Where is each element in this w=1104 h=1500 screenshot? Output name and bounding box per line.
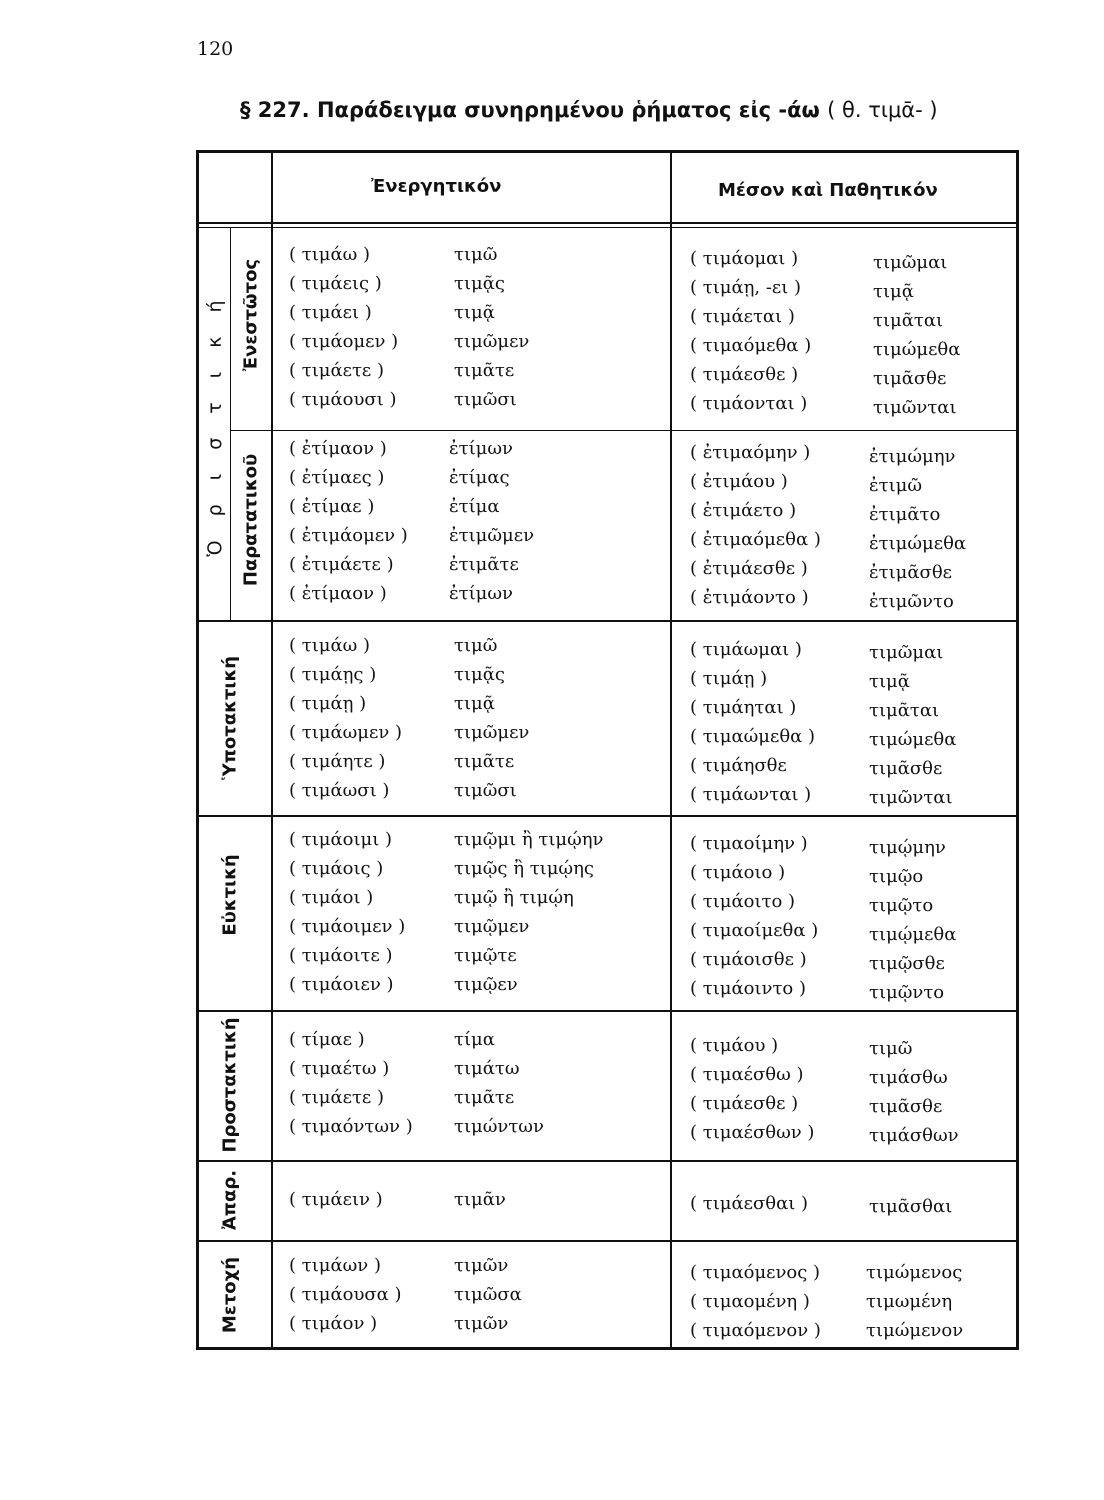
- header-divider-double: [198, 227, 1016, 228]
- header-divider: [198, 222, 1016, 224]
- form: ( τιμάεσθε ): [690, 364, 799, 385]
- form: ( τιμάεις ): [289, 273, 382, 294]
- form: τιμᾶσθε: [873, 368, 947, 389]
- form: ( ἐτιμάου ): [690, 471, 788, 492]
- form: ( ἐτιμάεσθε ): [690, 558, 808, 579]
- impf-ind-active-uncontracted: [289, 434, 408, 608]
- form: τιμῷμι ἢ τιμῴην: [454, 829, 604, 850]
- form: ( τιμάονται ): [690, 393, 808, 414]
- form: ( τιμάοιμι ): [289, 829, 393, 850]
- form: ( τιμάου ): [690, 1035, 779, 1056]
- form: τιμῶσι: [454, 389, 517, 410]
- form: ( τιμάω ): [289, 635, 371, 656]
- form: τιμᾷ: [869, 671, 910, 692]
- form: τιμῷσθε: [869, 953, 945, 974]
- pres-ind-active-contracted: [454, 240, 529, 414]
- form: ( τιμάουσα ): [289, 1284, 402, 1305]
- form: ( τιμάῃ ): [690, 668, 768, 689]
- form: τιμῶσα: [454, 1284, 522, 1305]
- form: τιμάτω: [454, 1058, 520, 1079]
- form: τιμῶν: [454, 1255, 509, 1276]
- opt-active-uncontracted: [289, 825, 405, 999]
- form: ( τιμάει ): [289, 302, 372, 323]
- imper-middle-contracted: [869, 1034, 959, 1150]
- tense-column-divider: [230, 228, 231, 620]
- imper-active-contracted: [454, 1025, 544, 1141]
- form: ἐτιμῶ: [869, 475, 923, 496]
- form: ( τιμάων ): [289, 1255, 381, 1276]
- form: τιμῶνται: [873, 397, 957, 418]
- form: ( τιμάοι ): [289, 887, 374, 908]
- impf-ind-active-contracted: [449, 434, 534, 608]
- form: τιμᾷ: [454, 302, 495, 323]
- form: ( τιμάοιο ): [690, 862, 786, 883]
- form: ἐτίμων: [449, 583, 513, 604]
- form: τιμῶ: [454, 635, 498, 656]
- form: ( τιμάῃς ): [289, 664, 377, 685]
- form: ( τιμάοιντο ): [690, 978, 806, 999]
- form: ( ἐτιμάετο ): [690, 500, 797, 521]
- inf-middle-contracted: [869, 1192, 952, 1221]
- form: ( τιμάεται ): [690, 306, 795, 327]
- form: τιμῶ: [454, 244, 498, 265]
- form: ( τιμάοις ): [289, 858, 384, 879]
- active-voice-header: Ἐνεργητικόν: [371, 176, 502, 197]
- subj-active-uncontracted: [289, 631, 402, 805]
- form: ( τίμαε ): [289, 1029, 365, 1050]
- form: ( τιμάοιτε ): [289, 945, 393, 966]
- form: τιμῶ: [869, 1038, 913, 1059]
- form: τιμᾶτε: [454, 1087, 515, 1108]
- form: ( τιμαοίμεθα ): [690, 920, 819, 941]
- ptc-active-contracted: [454, 1251, 522, 1338]
- mood-divider: [198, 1240, 1016, 1242]
- form: τιμῶμαι: [873, 252, 948, 273]
- form: τιμώμενον: [866, 1320, 964, 1341]
- present-tense-label: Ἐνεστῶτος: [240, 258, 262, 372]
- form: ( τιμάῃ, -ει ): [690, 277, 802, 298]
- form: τιμῷμεν: [454, 916, 530, 937]
- form: ( τιμάετε ): [289, 360, 384, 381]
- middle-passive-header: Μέσον καὶ Παθητικόν: [718, 180, 938, 201]
- form: ( τιμάουσι ): [289, 389, 397, 410]
- form: τιμωμένη: [866, 1291, 953, 1312]
- form: ( ἐτιμαόμεθα ): [690, 529, 821, 550]
- form: ( τιμάωσι ): [289, 780, 390, 801]
- form: τιμῷο: [869, 866, 924, 887]
- form: ( τιμάῃ ): [289, 693, 367, 714]
- form: τιμᾷς: [454, 273, 505, 294]
- tense-divider: [231, 430, 1016, 431]
- form: ( τιμάειν ): [289, 1189, 383, 1210]
- ptc-active-uncontracted: [289, 1251, 402, 1338]
- form: τιμᾶν: [454, 1189, 506, 1210]
- form: ( ἐτιμάοντο ): [690, 587, 809, 608]
- form: τιμᾶται: [873, 310, 944, 331]
- imperfect-tense-label: Παρατατικοῦ: [240, 453, 262, 587]
- form: τιμᾶτε: [454, 360, 515, 381]
- form: τιμώμεθα: [869, 729, 957, 750]
- form: τιμῶνται: [869, 787, 953, 808]
- infinitive-label: Ἀπαρ.: [219, 1169, 241, 1231]
- form: ( ἐτιμάομεν ): [289, 525, 408, 546]
- form: τιμῶμεν: [454, 722, 530, 743]
- section-title: Παράδειγμα συνηρημένου ῥήματος εἰς -άω: [316, 98, 820, 122]
- form: ἐτιμᾶτο: [869, 504, 941, 525]
- form: ( τιμαέσθω ): [690, 1064, 804, 1085]
- form: ( τιμαόμενος ): [690, 1262, 821, 1283]
- form: τιμώμεθα: [873, 339, 961, 360]
- form: ( τιμαόμενον ): [690, 1320, 821, 1341]
- form: ἐτίμας: [449, 467, 510, 488]
- opt-middle-uncontracted: [690, 829, 818, 1003]
- imper-active-uncontracted: [289, 1025, 413, 1141]
- pres-ind-middle-uncontracted: [690, 244, 811, 418]
- form: ἐτίμων: [449, 438, 513, 459]
- form: τιμῶμαι: [869, 642, 944, 663]
- theme-note: ( θ. τιμᾱ- ): [827, 98, 938, 122]
- form: τιμῷεν: [454, 974, 518, 995]
- form: ἐτιμᾶσθε: [869, 562, 952, 583]
- inf-middle-uncontracted: [690, 1189, 808, 1218]
- form: τιμᾶσθε: [869, 1096, 943, 1117]
- form: ( ἐτιμαόμην ): [690, 442, 811, 463]
- pres-ind-active-uncontracted: [289, 240, 398, 414]
- form: ( ἐτίμαε ): [289, 496, 375, 517]
- ptc-middle-contracted: [866, 1258, 963, 1345]
- imper-middle-uncontracted: [690, 1031, 814, 1147]
- form: τιμῷντο: [869, 982, 945, 1003]
- form: ( τιμαοίμην ): [690, 833, 808, 854]
- form: τιμᾷ: [873, 281, 914, 302]
- form: ( τιμάητε ): [289, 751, 386, 772]
- form: τιμᾶσθε: [869, 758, 943, 779]
- form: τιμάσθων: [869, 1125, 959, 1146]
- indicative-label: Ὁ ρ ι σ τ ι κ ή: [204, 291, 226, 557]
- subj-active-contracted: [454, 631, 529, 805]
- form: ( τιμαώμεθα ): [690, 726, 816, 747]
- form: τιμῴμεθα: [869, 924, 957, 945]
- form: τιμῶσι: [454, 780, 517, 801]
- form: ( ἐτίμαον ): [289, 583, 387, 604]
- form: ( τιμάεσθαι ): [690, 1193, 809, 1214]
- form: ( τιμάησθε: [690, 755, 787, 776]
- form: ( τιμάοιεν ): [289, 974, 394, 995]
- subj-middle-uncontracted: [690, 635, 815, 809]
- impf-ind-middle-uncontracted: [690, 438, 821, 612]
- page-number: 120: [197, 38, 234, 60]
- form: τιμῷτε: [454, 945, 517, 966]
- inf-active-contracted: [454, 1185, 506, 1214]
- form: ( τιμάηται ): [690, 697, 797, 718]
- form: ( τιμάοιμεν ): [289, 916, 406, 937]
- form: ( τιμαομένη ): [690, 1291, 810, 1312]
- form: ( τιμάεσθε ): [690, 1093, 799, 1114]
- form: ( τιμάομεν ): [289, 331, 399, 352]
- subjunctive-label: Ὑποτακτική: [219, 655, 241, 781]
- form: ( τιμάοισθε ): [690, 949, 807, 970]
- form: ἐτιμώμην: [869, 446, 956, 467]
- participle-label: Μετοχή: [219, 1256, 241, 1334]
- section-number: § 227.: [240, 98, 310, 122]
- mood-divider: [198, 815, 1016, 817]
- form: τίμα: [454, 1029, 495, 1050]
- form: ( ἐτίμαες ): [289, 467, 385, 488]
- form: τιμώμενος: [866, 1262, 963, 1283]
- form: ἐτίμα: [449, 496, 500, 517]
- form: ( τιμάω ): [289, 244, 371, 265]
- form: ( τιμαέσθων ): [690, 1122, 815, 1143]
- form: ( τιμάωνται ): [690, 784, 812, 805]
- form: ( τιμαέτω ): [289, 1058, 390, 1079]
- form: ( τιμάομαι ): [690, 248, 799, 269]
- form: τιμώντων: [454, 1116, 544, 1137]
- mood-divider: [198, 1160, 1016, 1162]
- form: ( ἐτίμαον ): [289, 438, 387, 459]
- imperative-label: Προστακτική: [219, 1017, 241, 1153]
- form: τιμᾶσθαι: [869, 1196, 953, 1217]
- form: τιμᾷς: [454, 664, 505, 685]
- form: ( ἐτιμάετε ): [289, 554, 394, 575]
- impf-ind-middle-contracted: [869, 442, 966, 616]
- pres-ind-middle-contracted: [873, 248, 960, 422]
- opt-middle-contracted: [869, 833, 956, 1007]
- form: ( τιμαόντων ): [289, 1116, 413, 1137]
- section-heading: [240, 98, 938, 122]
- form: ( τιμάον ): [289, 1313, 378, 1334]
- mood-divider: [198, 620, 1016, 622]
- form: τιμᾶτε: [454, 751, 515, 772]
- form: τιμῷς ἢ τιμῴης: [454, 858, 594, 879]
- form: τιμάσθω: [869, 1067, 948, 1088]
- form: τιμῷ ἢ τιμῴη: [454, 887, 574, 908]
- optative-label: Εὐκτική: [219, 854, 241, 936]
- form: ( τιμάωμεν ): [289, 722, 403, 743]
- form: ἐτιμᾶτε: [449, 554, 519, 575]
- form: ἐτιμῶμεν: [449, 525, 535, 546]
- form: ( τιμαόμεθα ): [690, 335, 812, 356]
- inf-active-uncontracted: [289, 1185, 383, 1214]
- form: τιμῷτο: [869, 895, 934, 916]
- form: τιμῶν: [454, 1313, 509, 1334]
- subj-middle-contracted: [869, 638, 956, 812]
- form: τιμῴμην: [869, 837, 946, 858]
- form: ἐτιμῶντο: [869, 591, 954, 612]
- mood-divider: [198, 1010, 1016, 1012]
- form: ( τιμάετε ): [289, 1087, 384, 1108]
- form: τιμᾶται: [869, 700, 940, 721]
- form: ( τιμάωμαι ): [690, 639, 802, 660]
- opt-active-contracted: [454, 825, 604, 999]
- form: ( τιμάοιτο ): [690, 891, 796, 912]
- form: τιμῶμεν: [454, 331, 530, 352]
- form: ἐτιμώμεθα: [869, 533, 967, 554]
- ptc-middle-uncontracted: [690, 1258, 821, 1345]
- mood-column-divider: [271, 150, 273, 1350]
- form: τιμᾷ: [454, 693, 495, 714]
- voice-column-divider: [670, 150, 672, 1350]
